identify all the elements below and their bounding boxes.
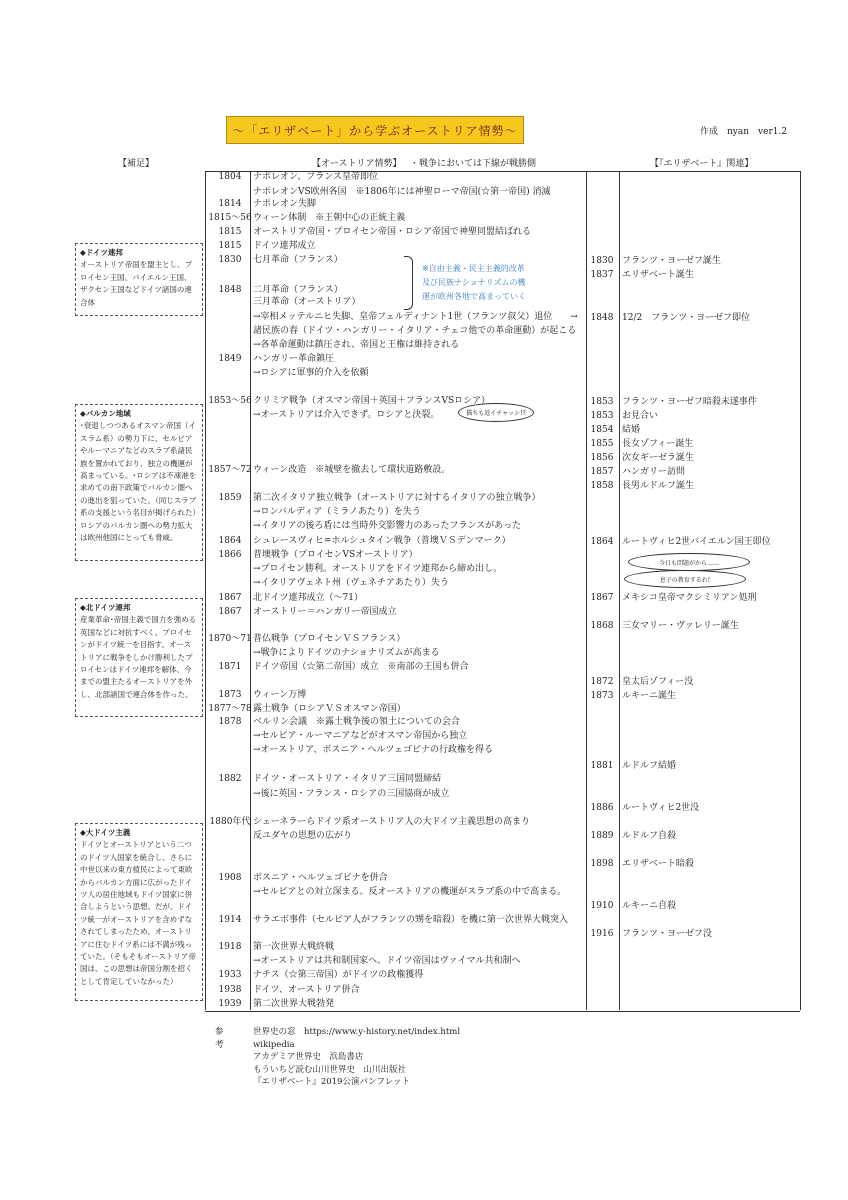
elisabeth-event: 結婚 <box>622 425 641 435</box>
timeline-year: 1867 <box>218 607 242 617</box>
timeline-event: ナポレオン、フランス皇帝即位 <box>253 172 379 182</box>
elisabeth-year: 1864 <box>590 537 614 547</box>
page-title: ～「エリザベート」から学ぶオーストリア情勢～ <box>226 116 524 144</box>
elisabeth-event: エリザベート誕生 <box>622 270 694 280</box>
elisabeth-event: メキシコ皇帝マクシミリアン処刑 <box>622 593 757 603</box>
timeline-year: 1918 <box>218 942 242 952</box>
timeline-event: →戦争によりドイツのナショナリズムが高まる <box>253 648 440 658</box>
elisabeth-year: 1867 <box>590 593 614 603</box>
timeline-year: 1848 <box>218 285 242 295</box>
timeline-event: ベルリン会議 ※露土戦争後の領土についての会合 <box>253 717 460 727</box>
timeline-year: 1815 <box>218 241 242 251</box>
timeline-event: ナポレオンVS欧州各国 ※1806年には神聖ローマ帝国(☆第一帝国) 消滅 <box>253 187 551 197</box>
speech-bubble: 猫ちも返イチャッシ!? <box>458 403 534 422</box>
elisabeth-year: 1886 <box>590 803 614 813</box>
timeline-year: 1830 <box>218 255 242 265</box>
elisabeth-header: 【『エリザベート』関連】 <box>650 159 754 169</box>
timeline-year: 1908 <box>218 873 242 883</box>
timeline-year: 1871 <box>218 662 242 672</box>
elisabeth-event: ルドルフ結婚 <box>622 761 677 771</box>
timeline-event: →オーストリアは介入できず。ロシアと決裂。 <box>253 410 440 420</box>
timeline-year: 1880年代 <box>209 817 251 827</box>
timeline-year: 1882 <box>218 774 242 784</box>
timeline-event: シェーネラーらドイツ系オーストリア人の大ドイツ主義思想の高まり <box>253 817 531 827</box>
elisabeth-year: 1853 <box>590 397 614 407</box>
timeline-event: ハンガリー革命鎮圧 <box>253 354 335 364</box>
elisabeth-year: 1855 <box>590 439 614 449</box>
timeline-event: ドイツ、オーストリア併合 <box>253 985 360 995</box>
elisabeth-year-divider <box>619 171 620 1010</box>
timeline-event: →プロイセン勝利。オーストリアをドイツ連邦から締め出し。 <box>253 564 503 574</box>
timeline-year: 1849 <box>218 354 242 364</box>
timeline-event: 第二次イタリア独立戦争（オーストリアに対するイタリアの独立戦争） <box>253 493 541 503</box>
elisabeth-year: 1872 <box>590 677 614 687</box>
timeline-event: 三月革命（オーストリア） <box>253 297 361 307</box>
timeline-event: ドイツ連邦成立 <box>253 241 316 251</box>
timeline-year: 1814 <box>218 199 242 209</box>
timeline-year: 1857～72 <box>208 465 252 475</box>
timeline-year: 1933 <box>218 970 242 980</box>
timeline-event: 第一次世界大戦終戦 <box>253 942 335 952</box>
elisabeth-year: 1881 <box>590 761 614 771</box>
timeline-event: 北ドイツ連邦成立（～71） <box>253 593 364 603</box>
elisabeth-event: ルキーニ自殺 <box>622 901 677 911</box>
timeline-year: 1859 <box>218 493 242 503</box>
timeline-event: →イタリアヴェネト州（ヴェネチアあたり）失う <box>253 578 449 588</box>
elisabeth-event: ルドルフ自殺 <box>622 831 677 841</box>
elisabeth-event: ルキーニ誕生 <box>622 691 677 701</box>
timeline-year: 1938 <box>218 985 242 995</box>
elisabeth-event: フランツ・ヨーゼフ暗殺未遂事件 <box>622 397 757 407</box>
timeline-event: →イタリアの後ろ盾には当時外交影響力のあったフランスがあった <box>253 521 522 531</box>
revolution-brace <box>404 256 413 310</box>
author-credit: 作成 nyan ver1.2 <box>700 127 788 137</box>
timeline-year: 1866 <box>218 550 242 560</box>
timeline-year: 1878 <box>218 717 242 727</box>
elisabeth-event: ハンガリー訪問 <box>622 467 686 477</box>
elisabeth-year: 1889 <box>590 831 614 841</box>
timeline-event: ウィーン体制 ※王朝中心の正統主義 <box>253 213 406 223</box>
timeline-event: ウィーン改造 ※城壁を撤去して環状道路敷設。 <box>253 465 451 475</box>
timeline-event: ナポレオン失脚 <box>253 199 317 209</box>
timeline-event: ウィーン万博 <box>253 690 307 700</box>
elisabeth-year: 1856 <box>590 453 614 463</box>
timeline-event: オーストリア帝国・プロイセン帝国・ロシア帝国で神聖同盟結ばれる <box>253 227 532 237</box>
elisabeth-event: 次女ギーゼラ誕生 <box>622 453 694 463</box>
timeline-event: 普墺戦争（プロイセンVSオーストリア） <box>253 550 418 560</box>
elisabeth-year: 1853 <box>590 411 614 421</box>
timeline-event: 七月革命（フランス） <box>253 255 343 265</box>
references-label: 参考 <box>215 1027 224 1050</box>
timeline-event: 第二次世界大戦勃発 <box>253 999 335 1009</box>
timeline-year: 1939 <box>218 999 242 1009</box>
note-greater-germany: ◆大ドイツ主義 ドイツとオーストリアという二つのドイツ人国家を統合し、さらに中世以来の東方植民によって東欧からバルカン方面に広がったドイツ人の居住地域もドイツ国家に併合しようという思想。だが、ドイツ統一がオーストリアを含めずなされてしまったため、オーストリアに住むドイツ系には不満が残っていた。（そもそもオーストリア帝国は、この思想は帝国分割を招くとして肯定していなかった） <box>75 823 203 1001</box>
austria-header: 【オーストリア情勢】 <box>312 159 402 169</box>
speech-bubble: 息子の教育するわ! <box>624 570 746 588</box>
timeline-year: 1815～56 <box>208 213 252 223</box>
timeline-event: オーストリー＝ハンガリー帝国成立 <box>253 607 397 617</box>
reference-item: wikipedia <box>253 1039 295 1050</box>
timeline-event: サラエボ事件（セルビア人がフランツの甥を暗殺）を機に第一次世界大戦突入 <box>253 915 569 925</box>
revolution-note: ※自由主義・民主主義的改革 及び民族ナショナリズムの機 運が欧州各地で高まっていく <box>422 264 526 301</box>
elisabeth-event: 長男ルドルフ誕生 <box>622 481 695 491</box>
elisabeth-year: 1916 <box>590 929 614 939</box>
elisabeth-event: エリザベート暗殺 <box>622 859 694 869</box>
timeline-event: ナチス（☆第三帝国）がドイツの政権獲得 <box>253 970 424 980</box>
timeline-event: 普仏戦争（プロイセンＶＳフランス） <box>253 634 406 644</box>
reference-item: 世界史の窓 https://www.y-history.net/index.html <box>253 1027 461 1037</box>
elisabeth-event: 長女ゾフィー誕生 <box>622 439 694 449</box>
timeline-year: 1873 <box>218 690 242 700</box>
elisabeth-event: お見合い <box>622 411 659 421</box>
elisabeth-year: 1873 <box>590 691 614 701</box>
timeline-event: ボスニア・ヘルツェゴビナを併合 <box>253 873 388 883</box>
note-north-german-confederation: ◆北ドイツ連邦 産業革命･帝国主義で国力を強める英国などに対抗すべく、プロイセンがドイツ統一を目指す。オーストリアに戦争をしかけ勝利したプロイセンはドイツ連邦を解体、今までの盟主たるオーストリアを外し、北部諸国で連合体を作った。 <box>75 598 203 717</box>
elisabeth-year: 1830 <box>590 256 614 266</box>
elisabeth-column-divider <box>586 171 587 1010</box>
timeline-year: 1804 <box>218 172 242 182</box>
timeline-event: →オーストリアは共和制国家へ。ドイツ帝国はヴァイマル共和制へ <box>253 956 521 966</box>
timeline-year: 1815 <box>218 227 242 237</box>
elisabeth-event: ルートヴィヒ2世没 <box>622 803 700 813</box>
note-german-confederation: ◆ドイツ連邦 オーストリア帝国を盟主とし、プロイセン王国、バイエルン王国、ザクセン王国などドイツ諸国の連合体 <box>75 243 203 316</box>
timeline-event: →宰相メッテルニヒ失脚、皇帝フェルディナント1世（フランツ叔父）退位 → <box>253 312 578 322</box>
timeline-event: 諸民族の春（ドイツ・ハンガリー・イタリア・チェコ他での革命運動）が起こる <box>253 326 577 336</box>
elisabeth-event: ルートヴィヒ2世バイエルン国王即位 <box>622 537 771 547</box>
timeline-event: 二月革命（フランス） <box>253 285 343 295</box>
reference-item: もういちど読む山川世界史 山川出版社 <box>253 1064 407 1075</box>
elisabeth-event: フランツ・ヨーゼフ没 <box>622 929 712 939</box>
timeline-event: →ロシアに軍事的介入を依頼 <box>253 368 369 378</box>
elisabeth-year: 1854 <box>590 425 614 435</box>
timeline-event: 露土戦争（ロシアＶＳオスマン帝国） <box>253 704 406 714</box>
timeline-event: ドイツ帝国（☆第二帝国）成立 ※南部の王国も併合 <box>253 662 469 672</box>
timeline-year: 1914 <box>218 915 242 925</box>
timeline-event: →セルビアとの対立深まる。反オーストリアの機運がスラブ系の中で高まる。 <box>253 887 567 897</box>
reference-item: 『エリザベート』2019公演パンフレット <box>253 1077 411 1087</box>
reference-item: アカデミア世界史 浜島書店 <box>253 1052 364 1062</box>
timeline-year: 1870～71 <box>208 634 252 644</box>
timeline-event: クリミア戦争（オスマン帝国＋英国＋フランスVSロシア） <box>253 396 491 406</box>
elisabeth-year: 1910 <box>590 901 614 911</box>
elisabeth-event: フランツ・ヨーゼフ誕生 <box>622 256 721 266</box>
elisabeth-year: 1837 <box>590 270 614 280</box>
austria-header-note: ・戦争においては下線が戦勝側 <box>410 159 537 169</box>
timeline-year: 1864 <box>218 536 242 546</box>
timeline-event: →ロンバルディア（ミラノあたり）を失う <box>253 507 421 517</box>
elisabeth-year: 1898 <box>590 859 614 869</box>
timeline-event: →オーストリア、ボスニア・ヘルツェゴビナの行政権を得る <box>253 745 494 755</box>
note-balkans: ◆バルカン地域 ･衰退しつつあるオスマン帝国（イスラム系）の勢力下に、セルビアやルーマニアなどのスラブ系諸民族を置かれており、独立の機運が高まっている。･ロシアは不凍港を求めての南下政策でバルカン圏への進出を狙っていた。（同じスラブ系の支援という名目が掲げられた）ロシアのバルカン圏への勢力拡大は欧州他国にとっても脅威。 <box>75 404 203 561</box>
timeline-event: →各革命運動は鎮圧され、帝国と王権は維持される <box>253 340 460 350</box>
timeline-event: シュレースヴィヒ=ホルシュタイン戦争（普墺ＶＳデンマーク） <box>253 536 511 546</box>
timeline-event: →セルビア・ルーマニアなどがオスマン帝国から独立 <box>253 731 468 741</box>
timeline-year: 1877～78 <box>208 704 252 714</box>
timeline-year: 1867 <box>218 593 242 603</box>
elisabeth-event: 三女マリー・ヴァレリー誕生 <box>622 621 739 631</box>
elisabeth-year: 1857 <box>590 467 614 477</box>
elisabeth-year: 1848 <box>590 313 614 323</box>
elisabeth-event: 皇太后ゾフィー没 <box>622 677 694 687</box>
table-border-right <box>800 171 801 1010</box>
elisabeth-year: 1868 <box>590 621 614 631</box>
elisabeth-year: 1858 <box>590 481 614 491</box>
notes-header: 【補足】 <box>118 159 155 169</box>
timeline-event: 反ユダヤの思想の広がり <box>253 831 353 841</box>
timeline-event: ドイツ・オーストリア・イタリア三国同盟締結 <box>253 774 442 784</box>
elisabeth-event: 12/2 フランツ・ヨーゼフ即位 <box>622 313 751 323</box>
timeline-year: 1853～56 <box>208 396 252 406</box>
timeline-event: →後に英国・フランス・ロシアの三国協商が成立 <box>253 789 450 799</box>
speech-bubble: 今日も問題がから…… <box>628 553 750 571</box>
